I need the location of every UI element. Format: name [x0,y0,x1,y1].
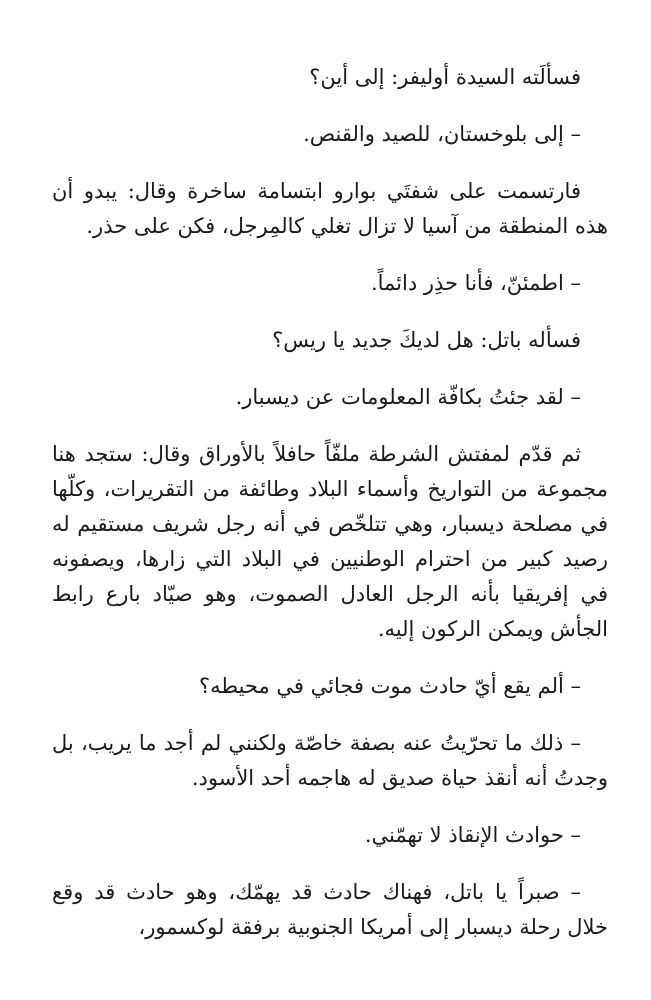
paragraph-11: – صبراً يا باتل، فهناك حادث قد يهمّك، وهو حادث قد وقع خلال رحلة ديسبار إلى أمريكا الجنوبية برفقة لوكسمور، [52,880,608,939]
paragraph-8: – ألم يقع أيّ حادث موت فجائي في محيطه؟ [198,674,581,698]
paragraph-1: فسألَته السيدة أوليفر: إلى أين؟ [309,65,581,89]
paragraph-10: – حوادث الإنقاذ لا تهمّني. [364,823,581,847]
book-page-text [52,60,608,967]
paragraph-7: ثم قدّم لمفتش الشرطة ملفّاً حافلاً بالأوراق وقال: ستجد هنا مجموعة من التواريخ وأسماء البلاد وطائفة من التقريرات، وكلّها في مصلحة ديسبار، وهي تتلخّص في أنه رجل شريف مستقيم له رصيد كبير من احترام الوطنيين في البلاد التي زارها، ويصفونه في إفريقيا بأنه الرجل العادل الصموت، وهو صيّاد بارع رابط الجأش ويمكن الركون إليه. [52,442,608,641]
paragraph-4: – اطمئنّ، فأنا حذِر دائماً. [370,271,581,295]
paragraph-5: فسأله باتل: هل لديكَ جديد يا ريس؟ [272,328,581,352]
paragraph-3: فارتسمت على شفتَي بوارو ابتسامة ساخرة وقال: يبدو أن هذه المنطقة من آسيا لا تزال تغلي كالمِرجل، فكن على حذر. [52,179,608,238]
paragraph-6: – لقد جئتُ بكافّة المعلومات عن ديسبار. [235,385,581,409]
paragraph-2: – إلى بلوخستان، للصيد والقنص. [303,122,581,146]
paragraph-9: – ذلك ما تحرّيتُ عنه بصفة خاصّة ولكنني لم أجد ما يريب، بل وجدتُ أنه أنقذ حياة صديق له هاجمه أحد الأسود. [52,731,608,790]
